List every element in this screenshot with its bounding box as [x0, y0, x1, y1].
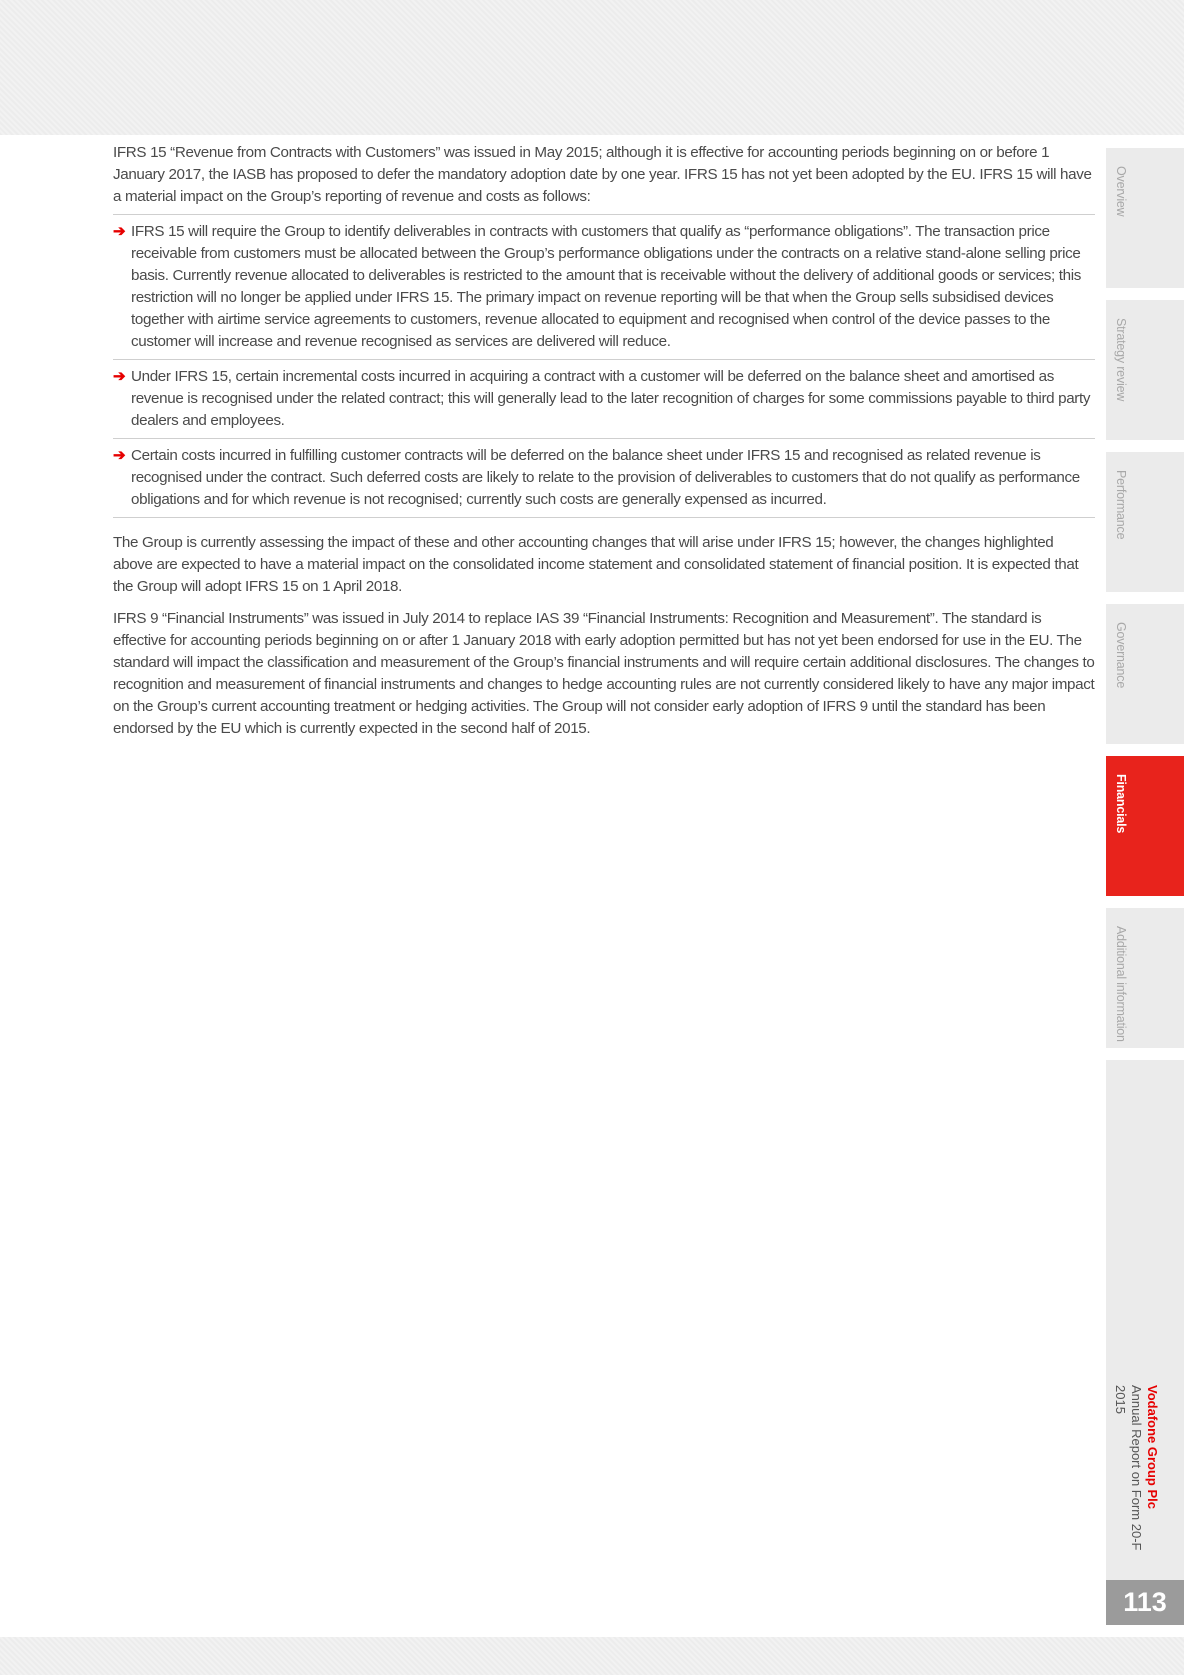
tab-label: Financials [1114, 774, 1128, 834]
report-title: Annual Report on Form 20-F 2015 [1113, 1385, 1144, 1551]
list-item-text: IFRS 15 will require the Group to identify deliverables in contracts with customers that qualify as “performance obligations”. The transaction price receivable from customers must be allocated between the Group’s performance obligations under the contracts on a relative stand-alone selling price basis. Currently revenue allocated to deliverables is restricted to the amount that is receivable without the delivery of additional goods or services; this restriction will no longer be applied under IFRS 15. The primary impact on revenue reporting will be that when the Group sells subsidised devices together with airtime service agreements to customers, revenue allocated to equipment and recognised when control of the device passes to the customer will increase and revenue recognised as services are delivered will reduce. [131, 223, 1081, 350]
tab-label: Overview [1114, 166, 1128, 217]
tab-strategy-review[interactable] [1106, 300, 1184, 440]
list-item [113, 360, 1095, 439]
tab-overview[interactable] [1106, 148, 1184, 288]
company-name: Vodafone Group Plc [1145, 1385, 1160, 1509]
tab-governance[interactable] [1106, 604, 1184, 744]
assessment-paragraph: The Group is currently assessing the impact of these and other accounting changes that will arise under IFRS 15; however, the changes highlighted above are expected to have a material impact on the consolidated income statement and consolidated statement of financial position. It is expected that the Group will adopt IFRS 15 on 1 April 2018. [113, 534, 1079, 595]
tab-label: Governance [1114, 622, 1128, 689]
arrow-right-icon: ➔ [113, 223, 126, 240]
bottom-margin-band [0, 1637, 1184, 1675]
arrow-right-icon: ➔ [113, 447, 126, 464]
tab-label: Strategy review [1114, 318, 1128, 402]
tab-label: Performance [1114, 470, 1128, 540]
tab-financials[interactable] [1106, 756, 1184, 896]
list-item-text: Under IFRS 15, certain incremental costs incurred in acquiring a contract with a customer will be deferred on the balance sheet and amortised as revenue is recognised under the related contract; this will generally lead to the later recognition of charges for some commissions payable to third party dealers and employees. [131, 368, 1091, 429]
tab-label: Additional information [1114, 926, 1128, 1042]
report-branding [1112, 1385, 1160, 1560]
list-item [113, 215, 1095, 360]
tab-additional-information[interactable] [1106, 908, 1184, 1048]
impact-list [113, 215, 1095, 518]
intro-paragraph: IFRS 15 “Revenue from Contracts with Customers” was issued in May 2015; although it is effective for accounting periods beginning on or before 1 January 2017, the IASB has proposed to defer the mandatory adoption date by one year. IFRS 15 has not yet been adopted by the EU. IFRS 15 will have a material impact on the Group’s reporting of revenue and costs as follows: [113, 142, 1095, 215]
main-content [113, 142, 1095, 750]
ifrs9-paragraph: IFRS 9 “Financial Instruments” was issued in July 2014 to replace IAS 39 “Financial Instruments: Recognition and Measurement”. The standard is effective for accounting periods beginning on or after 1 January 2018 with early adoption permitted but has not yet been endorsed for use in the EU. The standard will impact the classification and measurement of the Group’s financial instruments and will require certain additional disclosures. The changes to recognition and measurement of financial instruments and changes to hedge accounting rules are not currently considered likely to have any major impact on the Group’s current accounting treatment or hedging activities. The Group will not consider early adoption of IFRS 9 until the standard has been endorsed by the EU which is currently expected in the second half of 2015. [113, 610, 1095, 737]
list-item-text: Certain costs incurred in fulfilling customer contracts will be deferred on the balance sheet under IFRS 15 and recognised as related revenue is recognised under the contract. Such deferred costs are likely to relate to the provision of deliverables to customers that do not qualify as performance obligations and for which revenue is not recognised; currently such costs are generally expensed as incurred. [131, 447, 1080, 508]
top-margin-band [0, 0, 1184, 135]
page-number: 113 [1106, 1580, 1184, 1625]
list-item [113, 439, 1095, 518]
arrow-right-icon: ➔ [113, 368, 126, 385]
tab-performance[interactable] [1106, 452, 1184, 592]
